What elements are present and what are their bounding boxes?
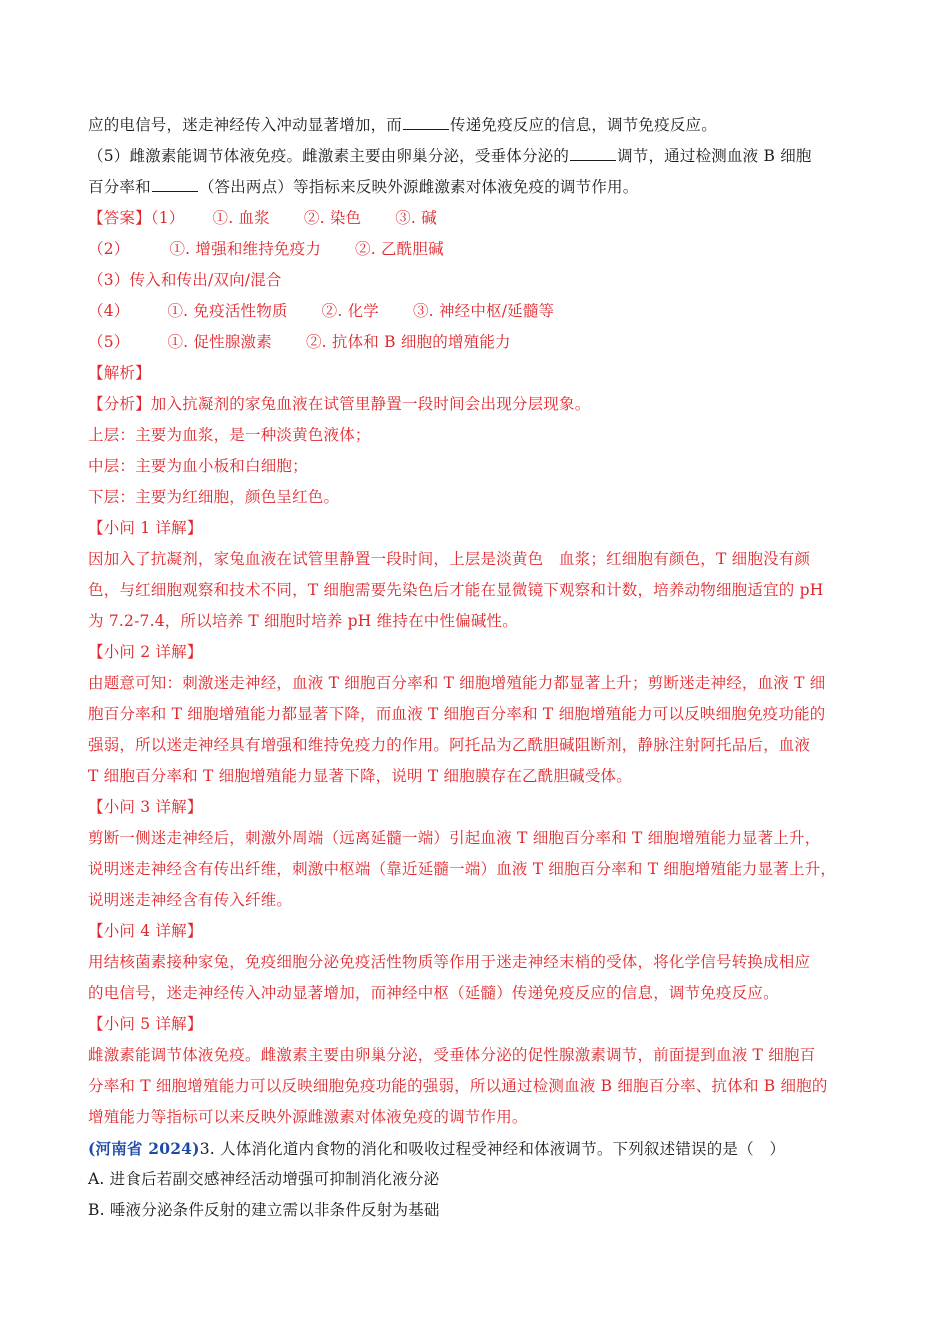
explanation-line: 为 7.2-7.4，所以培养 T 细胞时培养 pH 维持在中性偏碱性。 (88, 612, 518, 630)
explanation-line: 色，与红细胞观察和技术不同，T 细胞需要先染色后才能在显微镜下观察和计数，培养动物细胞适宜的 pH (88, 581, 824, 599)
explanation-line: 强弱，所以迷走神经具有增强和维持免疫力的作用。阿托品为乙酰胆碱阻断剂，静脉注射阿托品后，血液 (88, 736, 811, 754)
answer-line-5: （5） ①. 促性腺激素 ②. 抗体和 B 细胞的增殖能力 (88, 333, 511, 351)
answer-line-4: （4） ①. 免疫活性物质 ②. 化学 ③. 神经中枢/延髓等 (88, 302, 555, 320)
question-line: （5）雌激素能调节体液免疫。雌激素主要由卵巢分泌，受垂体分泌的 调节，通过检测血液 B 细胞 (88, 147, 812, 165)
sub-question-heading: 【小问 4 详解】 (88, 922, 203, 940)
explanation-line: 说明迷走神经含有传入纤维。 (88, 891, 293, 909)
explanation-line: 因加入了抗凝剂，家兔血液在试管里静置一段时间，上层是淡黄色 血浆；红细胞有颜色，T 细胞没有颜 (88, 550, 811, 568)
next-question-stem: (河南省 2024)3. 人体消化道内食物的消化和吸收过程受神经和体液调节。下列叙述错误的是（ ） (88, 1139, 786, 1158)
answer-line-1: 【答案】（1） ①. 血浆 ②. 染色 ③. 碱 (88, 209, 437, 227)
explanation-line: 用结核菌素接种家兔，免疫细胞分泌免疫活性物质等作用于迷走神经末梢的受体，将化学信号转换成相应 (88, 953, 811, 971)
option-a: A. 进食后若副交感神经活动增强可抑制消化液分泌 (88, 1170, 440, 1188)
sub-question-heading: 【小问 2 详解】 (88, 643, 203, 661)
question-source: (河南省 2024) (88, 1139, 200, 1158)
answer-blank (570, 146, 616, 161)
explanation-line: T 细胞百分率和 T 细胞增殖能力显著下降，说明 T 细胞膜存在乙酰胆碱受体。 (88, 767, 632, 785)
explanation-line: 的电信号，迷走神经传入冲动显著增加，而神经中枢（延髓）传递免疫反应的信息，调节免疫反应。 (88, 984, 779, 1002)
question-line: 应的电信号，迷走神经传入冲动显著增加，而 传递免疫反应的信息，调节免疫反应。 (88, 116, 717, 134)
answer-blank (403, 115, 449, 130)
answer-line-2: （2） ①. 增强和维持免疫力 ②. 乙酰胆碱 (88, 240, 444, 258)
sub-question-heading: 【小问 5 详解】 (88, 1015, 203, 1033)
sub-question-heading: 【小问 1 详解】 (88, 519, 203, 537)
explanation-line: 剪断一侧迷走神经后，刺激外周端（远离延髓一端）引起血液 T 细胞百分率和 T 细胞增殖能力显著上升， (88, 829, 821, 847)
answer-line-3: （3）传入和传出/双向/混合 (88, 271, 282, 289)
explanation-line: 增殖能力等指标可以来反映外源雌激素对体液免疫的调节作用。 (88, 1108, 528, 1126)
section-heading: 【解析】 (88, 364, 151, 382)
analysis-line: 中层：主要为血小板和白细胞； (88, 457, 308, 475)
analysis-line: 【分析】加入抗凝剂的家兔血液在试管里静置一段时间会出现分层现象。 (88, 395, 591, 413)
explanation-line: 由题意可知：刺激迷走神经，血液 T 细胞百分率和 T 细胞增殖能力都显著上升；剪断迷走神经，血液 T 细 (88, 674, 826, 692)
explanation-line: 胞百分率和 T 细胞增殖能力都显著下降，而血液 T 细胞百分率和 T 细胞增殖能力可以反映细胞免疫功能的 (88, 705, 826, 723)
analysis-line: 上层：主要为血浆，是一种淡黄色液体； (88, 426, 371, 444)
document-page (88, 110, 868, 1226)
analysis-line: 下层：主要为红细胞，颜色呈红色。 (88, 488, 340, 506)
explanation-line: 雌激素能调节体液免疫。雌激素主要由卵巢分泌，受垂体分泌的促性腺激素调节，前面提到血液 T 细胞百 (88, 1046, 816, 1064)
sub-question-heading: 【小问 3 详解】 (88, 798, 203, 816)
explanation-line: 说明迷走神经含有传出纤维，刺激中枢端（靠近延髓一端）血液 T 细胞百分率和 T 细胞增殖能力显著上升， (88, 860, 837, 878)
answer-blank (152, 177, 198, 192)
explanation-line: 分率和 T 细胞增殖能力可以反映细胞免疫功能的强弱，所以通过检测血液 B 细胞百分率、抗体和 B 细胞的 (88, 1077, 828, 1095)
question-line: 百分率和 （答出两点）等指标来反映外源雌激素对体液免疫的调节作用。 (88, 178, 639, 196)
option-b: B. 唾液分泌条件反射的建立需以非条件反射为基础 (88, 1201, 440, 1219)
